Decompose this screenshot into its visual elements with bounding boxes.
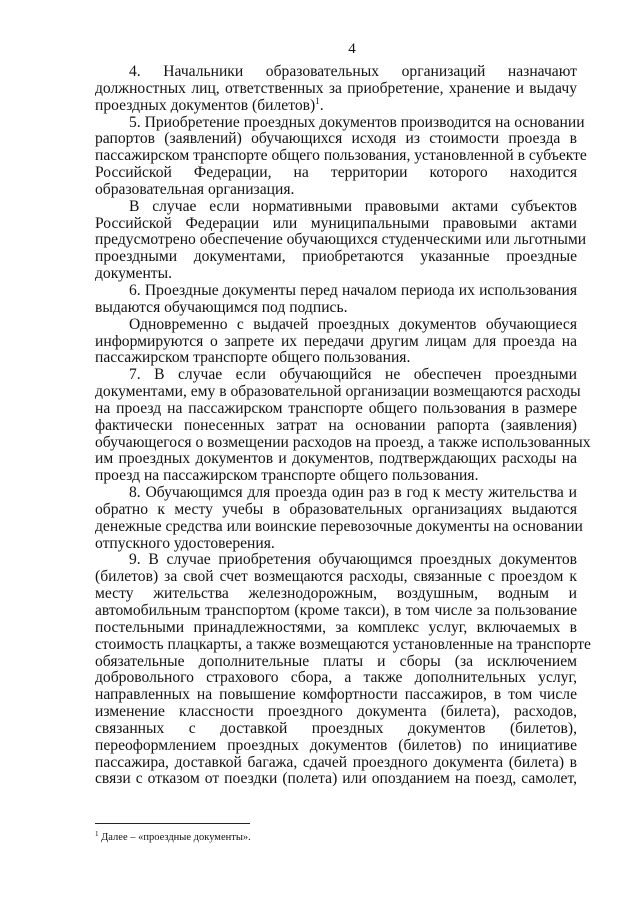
- footnote-mark: 1: [95, 830, 99, 838]
- footnote-divider: [95, 823, 250, 824]
- text-line: выдаются обучающимся под подпись.: [95, 298, 348, 316]
- text-line: автомобильным транспортом (кроме такси), в том числе за пользование: [95, 602, 577, 619]
- text-line: связи с отказом от поездки (полета) или опозданием на поезд, самолет,: [95, 770, 577, 788]
- text-line: документами, ему в образовательной организации возмещаются расходы: [95, 383, 581, 401]
- paragraph: [95, 283, 577, 317]
- paragraph: [95, 317, 577, 368]
- text-line: Российской Федерации, на территории которого находится: [95, 164, 577, 182]
- text-line: обучающегося о возмещении расходов на проезд, а также использованных: [95, 433, 591, 451]
- document-body: [95, 63, 591, 788]
- text-line: обратно к месту учебы в образовательных организациях выдаются: [95, 500, 577, 518]
- text-line: 8. Обучающимся для проезда один раз в год к месту жительства и: [129, 484, 577, 502]
- text-line: (билетов) за свой счет возмещаются расходы, связанные с проездом к: [95, 568, 577, 586]
- paragraph: [95, 113, 587, 199]
- text-line: фактически понесенных затрат на основании рапорта (заявления): [95, 416, 577, 434]
- page-number: 4: [348, 41, 356, 57]
- text-line: изменение классности проездного документа (билета), расходов,: [95, 703, 577, 721]
- text-line: 5. Приобретение проездных документов производится на основании: [129, 113, 585, 131]
- paragraph: [95, 197, 587, 283]
- text-line: информируются о запрете их передачи другим лицам для проезда на: [95, 332, 577, 350]
- text-line: стоимость плацкарты, а также возмещаются установленные на транспорте: [95, 635, 591, 653]
- text-line: Одновременно с выдачей проездных документов обучающиеся: [129, 315, 577, 333]
- text-line: им проездных документов и документов, подтверждающих расходы на: [95, 450, 577, 468]
- text-line: образовательная организация.: [95, 180, 295, 198]
- paragraph: [95, 484, 583, 552]
- text-line: пассажирском транспорте общего пользования, установленной в субъекте: [95, 147, 587, 165]
- text-line: обязательные дополнительные платы и сборы (за исключением: [95, 652, 577, 670]
- text-line: Российской Федерации или муниципальными правовыми актами: [95, 214, 577, 232]
- text-line: пассажира, доставкой багажа, сдачей проездного документа (билета) в: [95, 753, 577, 771]
- text-line: направленных на повышение комфортности пассажиров, в том числе: [95, 686, 577, 704]
- text-line: пассажирском транспорте общего пользования.: [95, 349, 411, 367]
- text-line: 6. Проездные документы перед началом периода их использования: [129, 281, 577, 299]
- text-line: отпускного удостоверения.: [95, 534, 275, 552]
- text-line: переоформлением проездных документов (билетов) по инициативе: [95, 736, 577, 754]
- text-line: должностных лиц, ответственных за приобретение, хранение и выдачу: [95, 79, 577, 97]
- text-line: месту жительства железнодорожным, воздушным, водным и: [95, 585, 577, 603]
- text-line: 7. В случае если обучающийся не обеспечен проездными: [129, 366, 577, 384]
- text-line: 4. Начальники образовательных организаций назначают: [129, 63, 577, 80]
- text-line: рапортов (заявлений) обучающихся исходя из стоимости проезда в: [95, 130, 577, 148]
- text-line: добровольного страхового сбора, а также дополнительных услуг,: [95, 669, 577, 687]
- text-line: проезд на пассажирском транспорте общего пользования.: [95, 467, 479, 485]
- text-line: денежные средства или воинские перевозочные документы на основании: [95, 517, 583, 535]
- text-line: на проезд на пассажирском транспорте общего пользования в размере: [95, 399, 577, 417]
- paragraph: [95, 551, 591, 788]
- paragraph: [95, 366, 591, 485]
- text-line: В случае если нормативными правовыми актами субъектов: [129, 197, 577, 215]
- text-line: проездными документами, приобретаются указанные проездные: [95, 248, 577, 266]
- text-line: 9. В случае приобретения обучающимся проездных документов: [129, 551, 577, 569]
- footnote: [95, 832, 251, 843]
- text-line: постельными принадлежностями, за комплекс услуг, включаемых в: [95, 618, 577, 636]
- footnote-reference: 1: [315, 95, 320, 106]
- text-line: связанных с доставкой проездных документов (билетов),: [95, 719, 577, 737]
- paragraph: [95, 64, 577, 115]
- text-line: проездных документов (билетов)$^1$.: [95, 95, 324, 114]
- text-line: документы.: [95, 265, 173, 283]
- footnote-text: Далее – «проездные документы».: [101, 832, 251, 843]
- text-line: предусмотрено обеспечение обучающихся студенческими или льготными: [95, 231, 587, 249]
